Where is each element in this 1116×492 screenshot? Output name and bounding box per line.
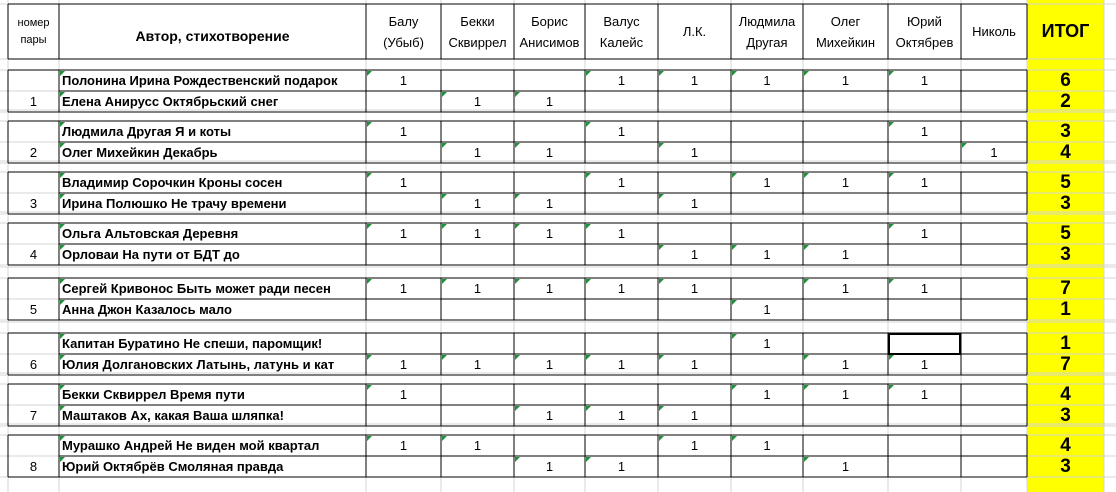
number-as-text-icon (804, 173, 809, 178)
vote-cell[interactable] (514, 244, 585, 265)
number-as-text-icon (515, 194, 520, 199)
vote-cell[interactable]: 1 (473, 438, 482, 453)
vote-cell[interactable] (514, 70, 585, 91)
vote-cell[interactable] (803, 142, 888, 163)
number-as-text-icon (889, 224, 894, 229)
vote-cell[interactable] (441, 405, 514, 426)
header-judge: Л.К. (682, 24, 707, 39)
entry-total-cell[interactable]: 4 (1060, 383, 1071, 405)
vote-cell[interactable]: 1 (617, 459, 626, 474)
vote-cell[interactable] (888, 405, 961, 426)
vote-cell[interactable] (441, 333, 514, 354)
header-author: Автор, стихотворение (135, 28, 290, 44)
vote-cell[interactable] (803, 299, 888, 320)
vote-cell[interactable] (803, 223, 888, 244)
vote-cell[interactable] (366, 456, 441, 477)
number-as-text-icon (889, 385, 894, 390)
vote-cell[interactable]: 1 (690, 408, 699, 423)
header-judge: Балу (Убыб) (383, 13, 424, 50)
vote-cell[interactable]: 1 (763, 73, 771, 88)
header-judge: Олег Михейкин (815, 13, 876, 50)
vote-cell[interactable] (731, 142, 803, 163)
vote-cell[interactable] (441, 244, 514, 265)
number-as-text-icon (515, 143, 520, 148)
vote-cell[interactable]: 1 (617, 175, 626, 190)
vote-cell[interactable] (961, 435, 1027, 456)
number-as-text-icon (962, 143, 967, 148)
entry-total-cell[interactable]: 7 (1060, 353, 1071, 375)
vote-cell[interactable] (441, 456, 514, 477)
vote-cell[interactable]: 1 (473, 196, 482, 211)
vote-cell[interactable]: 1 (545, 408, 554, 423)
vote-cell[interactable] (441, 299, 514, 320)
vote-cell[interactable] (514, 384, 585, 405)
vote-cell[interactable]: 1 (763, 438, 771, 453)
number-as-text-icon (659, 245, 664, 250)
vote-cell[interactable]: 1 (841, 281, 850, 296)
pair-number: 6 (29, 357, 38, 372)
vote-cell[interactable]: 1 (690, 438, 699, 453)
vote-cell[interactable]: 1 (399, 226, 408, 241)
entry-total-cell[interactable]: 4 (1060, 141, 1071, 163)
vote-cell[interactable] (441, 172, 514, 193)
entry-name-cell[interactable]: Капитан Буратино Не спеши, паромщик! (62, 336, 323, 351)
header-judge: Бекки Сквиррел (448, 13, 507, 50)
vote-cell[interactable] (961, 121, 1027, 142)
entry-total-cell[interactable]: 5 (1060, 171, 1071, 193)
vote-cell[interactable] (731, 193, 803, 214)
vote-cell[interactable] (585, 333, 658, 354)
vote-cell[interactable] (888, 435, 961, 456)
vote-cell[interactable]: 1 (690, 357, 699, 372)
entry-total-cell[interactable]: 6 (1060, 69, 1071, 91)
number-as-text-icon (442, 224, 447, 229)
vote-cell[interactable]: 1 (690, 247, 699, 262)
vote-cell[interactable] (585, 384, 658, 405)
number-as-text-icon (659, 355, 664, 360)
vote-cell[interactable] (658, 384, 731, 405)
vote-cell[interactable] (803, 405, 888, 426)
vote-cell[interactable]: 1 (763, 175, 771, 190)
vote-cell[interactable]: 1 (617, 226, 626, 241)
entry-name-cell[interactable]: Людмила Другая Я и коты (62, 124, 232, 139)
number-as-text-icon (889, 122, 894, 127)
number-as-text-icon (889, 279, 894, 284)
vote-cell[interactable]: 1 (763, 302, 771, 317)
vote-cell[interactable]: 1 (617, 357, 626, 372)
vote-cell[interactable]: 1 (920, 124, 929, 139)
number-as-text-icon (515, 224, 520, 229)
number-as-text-icon (659, 71, 664, 76)
number-as-text-icon (367, 279, 372, 284)
entry-name-cell[interactable]: Юлия Долгановских Латынь, латунь и кат (62, 357, 335, 372)
vote-cell[interactable] (441, 70, 514, 91)
vote-cell[interactable] (366, 333, 441, 354)
number-as-text-icon (804, 385, 809, 390)
vote-cell[interactable] (731, 456, 803, 477)
vote-cell[interactable]: 1 (920, 387, 929, 402)
vote-cell[interactable] (441, 384, 514, 405)
vote-cell[interactable]: 1 (920, 226, 929, 241)
vote-cell[interactable] (961, 193, 1027, 214)
header-judge: Валус Калейс (599, 13, 644, 50)
pair-number: 7 (29, 408, 38, 423)
vote-cell[interactable] (658, 299, 731, 320)
entry-total-cell[interactable]: 1 (1060, 298, 1071, 320)
number-as-text-icon (732, 334, 737, 339)
vote-cell[interactable] (658, 172, 731, 193)
number-as-text-icon (804, 279, 809, 284)
entry-name-cell[interactable]: Орловаи На пути от БДТ до (62, 247, 240, 262)
vote-cell[interactable] (803, 193, 888, 214)
vote-cell[interactable] (514, 299, 585, 320)
vote-cell[interactable] (366, 299, 441, 320)
vote-cell[interactable]: 1 (545, 459, 554, 474)
vote-cell[interactable]: 1 (990, 145, 998, 160)
vote-cell[interactable]: 1 (920, 281, 929, 296)
number-as-text-icon (442, 355, 447, 360)
vote-cell[interactable]: 1 (617, 124, 626, 139)
vote-cell[interactable] (658, 91, 731, 112)
header-judge: Николь (972, 24, 1016, 39)
vote-cell[interactable] (961, 354, 1027, 375)
entry-name-cell[interactable]: Анна Джон Казалось мало (62, 302, 232, 317)
number-as-text-icon (586, 406, 591, 411)
entry-name-cell[interactable]: Мурашко Андрей Не виден мой квартал (62, 438, 320, 453)
pair-number: 3 (29, 196, 38, 211)
vote-cell[interactable] (514, 333, 585, 354)
number-as-text-icon (659, 406, 664, 411)
vote-cell[interactable]: 1 (399, 387, 408, 402)
vote-cell[interactable]: 1 (920, 73, 929, 88)
vote-cell[interactable] (961, 244, 1027, 265)
entry-name-cell[interactable]: Ирина Полюшко Не трачу времени (62, 196, 287, 211)
vote-cell[interactable] (585, 244, 658, 265)
header-judge: Юрий Октябрев (895, 13, 954, 50)
vote-cell[interactable]: 1 (545, 226, 554, 241)
vote-cell[interactable] (888, 142, 961, 163)
header-judge: Борис Анисимов (519, 13, 580, 50)
entry-total-cell[interactable]: 3 (1060, 192, 1071, 214)
vote-cell[interactable]: 1 (399, 438, 408, 453)
vote-cell[interactable] (441, 121, 514, 142)
entry-total-cell[interactable]: 3 (1060, 404, 1071, 426)
entry-name-cell[interactable]: Владимир Сорочкин Кроны сосен (62, 175, 283, 190)
selected-cell-outline[interactable] (888, 333, 961, 355)
entry-total-cell[interactable]: 2 (1060, 90, 1071, 112)
number-as-text-icon (515, 279, 520, 284)
number-as-text-icon (367, 122, 372, 127)
vote-cell[interactable] (961, 299, 1027, 320)
vote-cell[interactable] (961, 172, 1027, 193)
vote-cell[interactable] (961, 70, 1027, 91)
vote-cell[interactable] (366, 91, 441, 112)
vote-cell[interactable]: 1 (399, 73, 408, 88)
vote-cell[interactable]: 1 (545, 196, 554, 211)
vote-cell[interactable] (658, 223, 731, 244)
entry-name-cell[interactable]: Маштаков Ах, какая Ваша шляпка! (62, 408, 284, 423)
vote-cell[interactable] (803, 91, 888, 112)
vote-cell[interactable]: 1 (841, 247, 850, 262)
vote-cell[interactable]: 1 (841, 357, 850, 372)
number-as-text-icon (732, 71, 737, 76)
vote-cell[interactable] (888, 456, 961, 477)
vote-cell[interactable]: 1 (920, 357, 929, 372)
number-as-text-icon (659, 194, 664, 199)
entry-name-cell[interactable]: Бекки Сквиррел Время пути (62, 387, 245, 402)
vote-cell[interactable] (803, 333, 888, 354)
vote-cell[interactable]: 1 (473, 357, 482, 372)
vote-cell[interactable] (961, 91, 1027, 112)
vote-cell[interactable] (731, 405, 803, 426)
vote-cell[interactable]: 1 (920, 175, 929, 190)
number-as-text-icon (732, 300, 737, 305)
number-as-text-icon (889, 355, 894, 360)
number-as-text-icon (367, 436, 372, 441)
vote-cell[interactable]: 1 (399, 124, 408, 139)
vote-cell[interactable]: 1 (473, 226, 482, 241)
vote-cell[interactable] (585, 142, 658, 163)
number-as-text-icon (586, 224, 591, 229)
vote-cell[interactable] (366, 193, 441, 214)
number-as-text-icon (442, 279, 447, 284)
vote-cell[interactable]: 1 (473, 94, 482, 109)
vote-cell[interactable] (366, 244, 441, 265)
vote-cell[interactable]: 1 (690, 281, 699, 296)
vote-cell[interactable]: 1 (690, 145, 699, 160)
vote-cell[interactable]: 1 (399, 357, 408, 372)
vote-cell[interactable] (888, 193, 961, 214)
entry-name-cell[interactable]: Полонина Ирина Рождественский подарок (62, 73, 338, 88)
number-as-text-icon (804, 457, 809, 462)
number-as-text-icon (442, 143, 447, 148)
number-as-text-icon (659, 279, 664, 284)
entry-total-cell[interactable]: 3 (1060, 455, 1071, 477)
number-as-text-icon (586, 355, 591, 360)
header-pair-number: номер пары (17, 16, 50, 46)
vote-cell[interactable]: 1 (690, 196, 699, 211)
vote-cell[interactable] (888, 299, 961, 320)
vote-cell[interactable] (514, 172, 585, 193)
number-as-text-icon (732, 245, 737, 250)
entry-name-cell[interactable]: Юрий Октябрёв Смоляная правда (62, 459, 284, 474)
vote-cell[interactable] (961, 278, 1027, 299)
entry-name-cell[interactable]: Ольга Альтовская Деревня (62, 226, 239, 241)
header-judge: Людмила Другая (738, 13, 796, 50)
number-as-text-icon (586, 279, 591, 284)
number-as-text-icon (442, 194, 447, 199)
vote-cell[interactable] (803, 121, 888, 142)
number-as-text-icon (586, 71, 591, 76)
vote-cell[interactable]: 1 (617, 281, 626, 296)
pair-number: 1 (29, 94, 38, 109)
vote-cell[interactable]: 1 (841, 459, 850, 474)
number-as-text-icon (367, 385, 372, 390)
number-as-text-icon (732, 385, 737, 390)
entry-total-cell[interactable]: 4 (1060, 434, 1071, 456)
entry-total-cell[interactable]: 7 (1060, 277, 1071, 299)
vote-cell[interactable]: 1 (473, 145, 482, 160)
vote-cell[interactable] (961, 333, 1027, 354)
vote-cell[interactable] (514, 435, 585, 456)
number-as-text-icon (732, 173, 737, 178)
vote-cell[interactable] (658, 456, 731, 477)
vote-cell[interactable] (366, 142, 441, 163)
entry-total-cell[interactable]: 3 (1060, 120, 1071, 142)
pair-number: 2 (29, 145, 38, 160)
number-as-text-icon (515, 92, 520, 97)
number-as-text-icon (586, 122, 591, 127)
number-as-text-icon (442, 92, 447, 97)
vote-cell[interactable] (961, 405, 1027, 426)
vote-cell[interactable]: 1 (690, 73, 699, 88)
entry-name-cell[interactable]: Олег Михейкин Декабрь (62, 145, 218, 160)
entry-total-cell[interactable]: 5 (1060, 222, 1071, 244)
vote-cell[interactable] (514, 121, 585, 142)
vote-cell[interactable] (585, 299, 658, 320)
vote-cell[interactable] (961, 456, 1027, 477)
number-as-text-icon (367, 173, 372, 178)
vote-cell[interactable]: 1 (841, 175, 850, 190)
number-as-text-icon (804, 71, 809, 76)
pair-number: 8 (29, 459, 38, 474)
number-as-text-icon (515, 406, 520, 411)
number-as-text-icon (804, 245, 809, 250)
vote-cell[interactable] (731, 354, 803, 375)
vote-cell[interactable]: 1 (763, 247, 771, 262)
vote-cell[interactable] (888, 91, 961, 112)
vote-cell[interactable] (888, 244, 961, 265)
number-as-text-icon (804, 355, 809, 360)
number-as-text-icon (515, 355, 520, 360)
number-as-text-icon (586, 457, 591, 462)
vote-cell[interactable] (731, 91, 803, 112)
vote-cell[interactable] (366, 405, 441, 426)
vote-cell[interactable]: 1 (399, 281, 408, 296)
vote-cell[interactable]: 1 (763, 387, 771, 402)
vote-cell[interactable]: 1 (473, 281, 482, 296)
vote-cell[interactable] (658, 333, 731, 354)
vote-cell[interactable] (731, 223, 803, 244)
vote-cell[interactable] (961, 384, 1027, 405)
vote-cell[interactable] (585, 435, 658, 456)
entry-total-cell[interactable]: 3 (1060, 243, 1071, 265)
vote-cell[interactable]: 1 (399, 175, 408, 190)
vote-cell[interactable]: 1 (545, 145, 554, 160)
vote-cell[interactable]: 1 (617, 73, 626, 88)
number-as-text-icon (586, 173, 591, 178)
number-as-text-icon (367, 224, 372, 229)
vote-cell[interactable]: 1 (545, 357, 554, 372)
entry-total-cell[interactable]: 1 (1060, 332, 1071, 354)
entry-name-cell[interactable]: Елена Анирусс Октябрьский снег (62, 94, 279, 109)
pair-number: 4 (29, 247, 38, 262)
number-as-text-icon (889, 71, 894, 76)
vote-cell[interactable] (803, 435, 888, 456)
vote-cell[interactable] (585, 91, 658, 112)
number-as-text-icon (367, 355, 372, 360)
pair-number: 5 (29, 302, 38, 317)
number-as-text-icon (367, 71, 372, 76)
vote-cell[interactable] (961, 223, 1027, 244)
vote-cell[interactable]: 1 (545, 281, 554, 296)
vote-cell[interactable]: 1 (763, 336, 771, 351)
vote-cell[interactable] (731, 121, 803, 142)
number-as-text-icon (515, 457, 520, 462)
vote-cell[interactable]: 1 (617, 408, 626, 423)
vote-cell[interactable] (585, 193, 658, 214)
number-as-text-icon (659, 143, 664, 148)
entry-name-cell[interactable]: Сергей Кривонос Быть может ради песен (62, 281, 331, 296)
number-as-text-icon (659, 436, 664, 441)
vote-cell[interactable] (731, 278, 803, 299)
header-total: ИТОГ (1041, 21, 1090, 41)
number-as-text-icon (442, 436, 447, 441)
vote-cell[interactable]: 1 (841, 387, 850, 402)
vote-cell[interactable]: 1 (545, 94, 554, 109)
vote-cell[interactable]: 1 (841, 73, 850, 88)
number-as-text-icon (732, 436, 737, 441)
number-as-text-icon (889, 173, 894, 178)
vote-cell[interactable] (658, 121, 731, 142)
